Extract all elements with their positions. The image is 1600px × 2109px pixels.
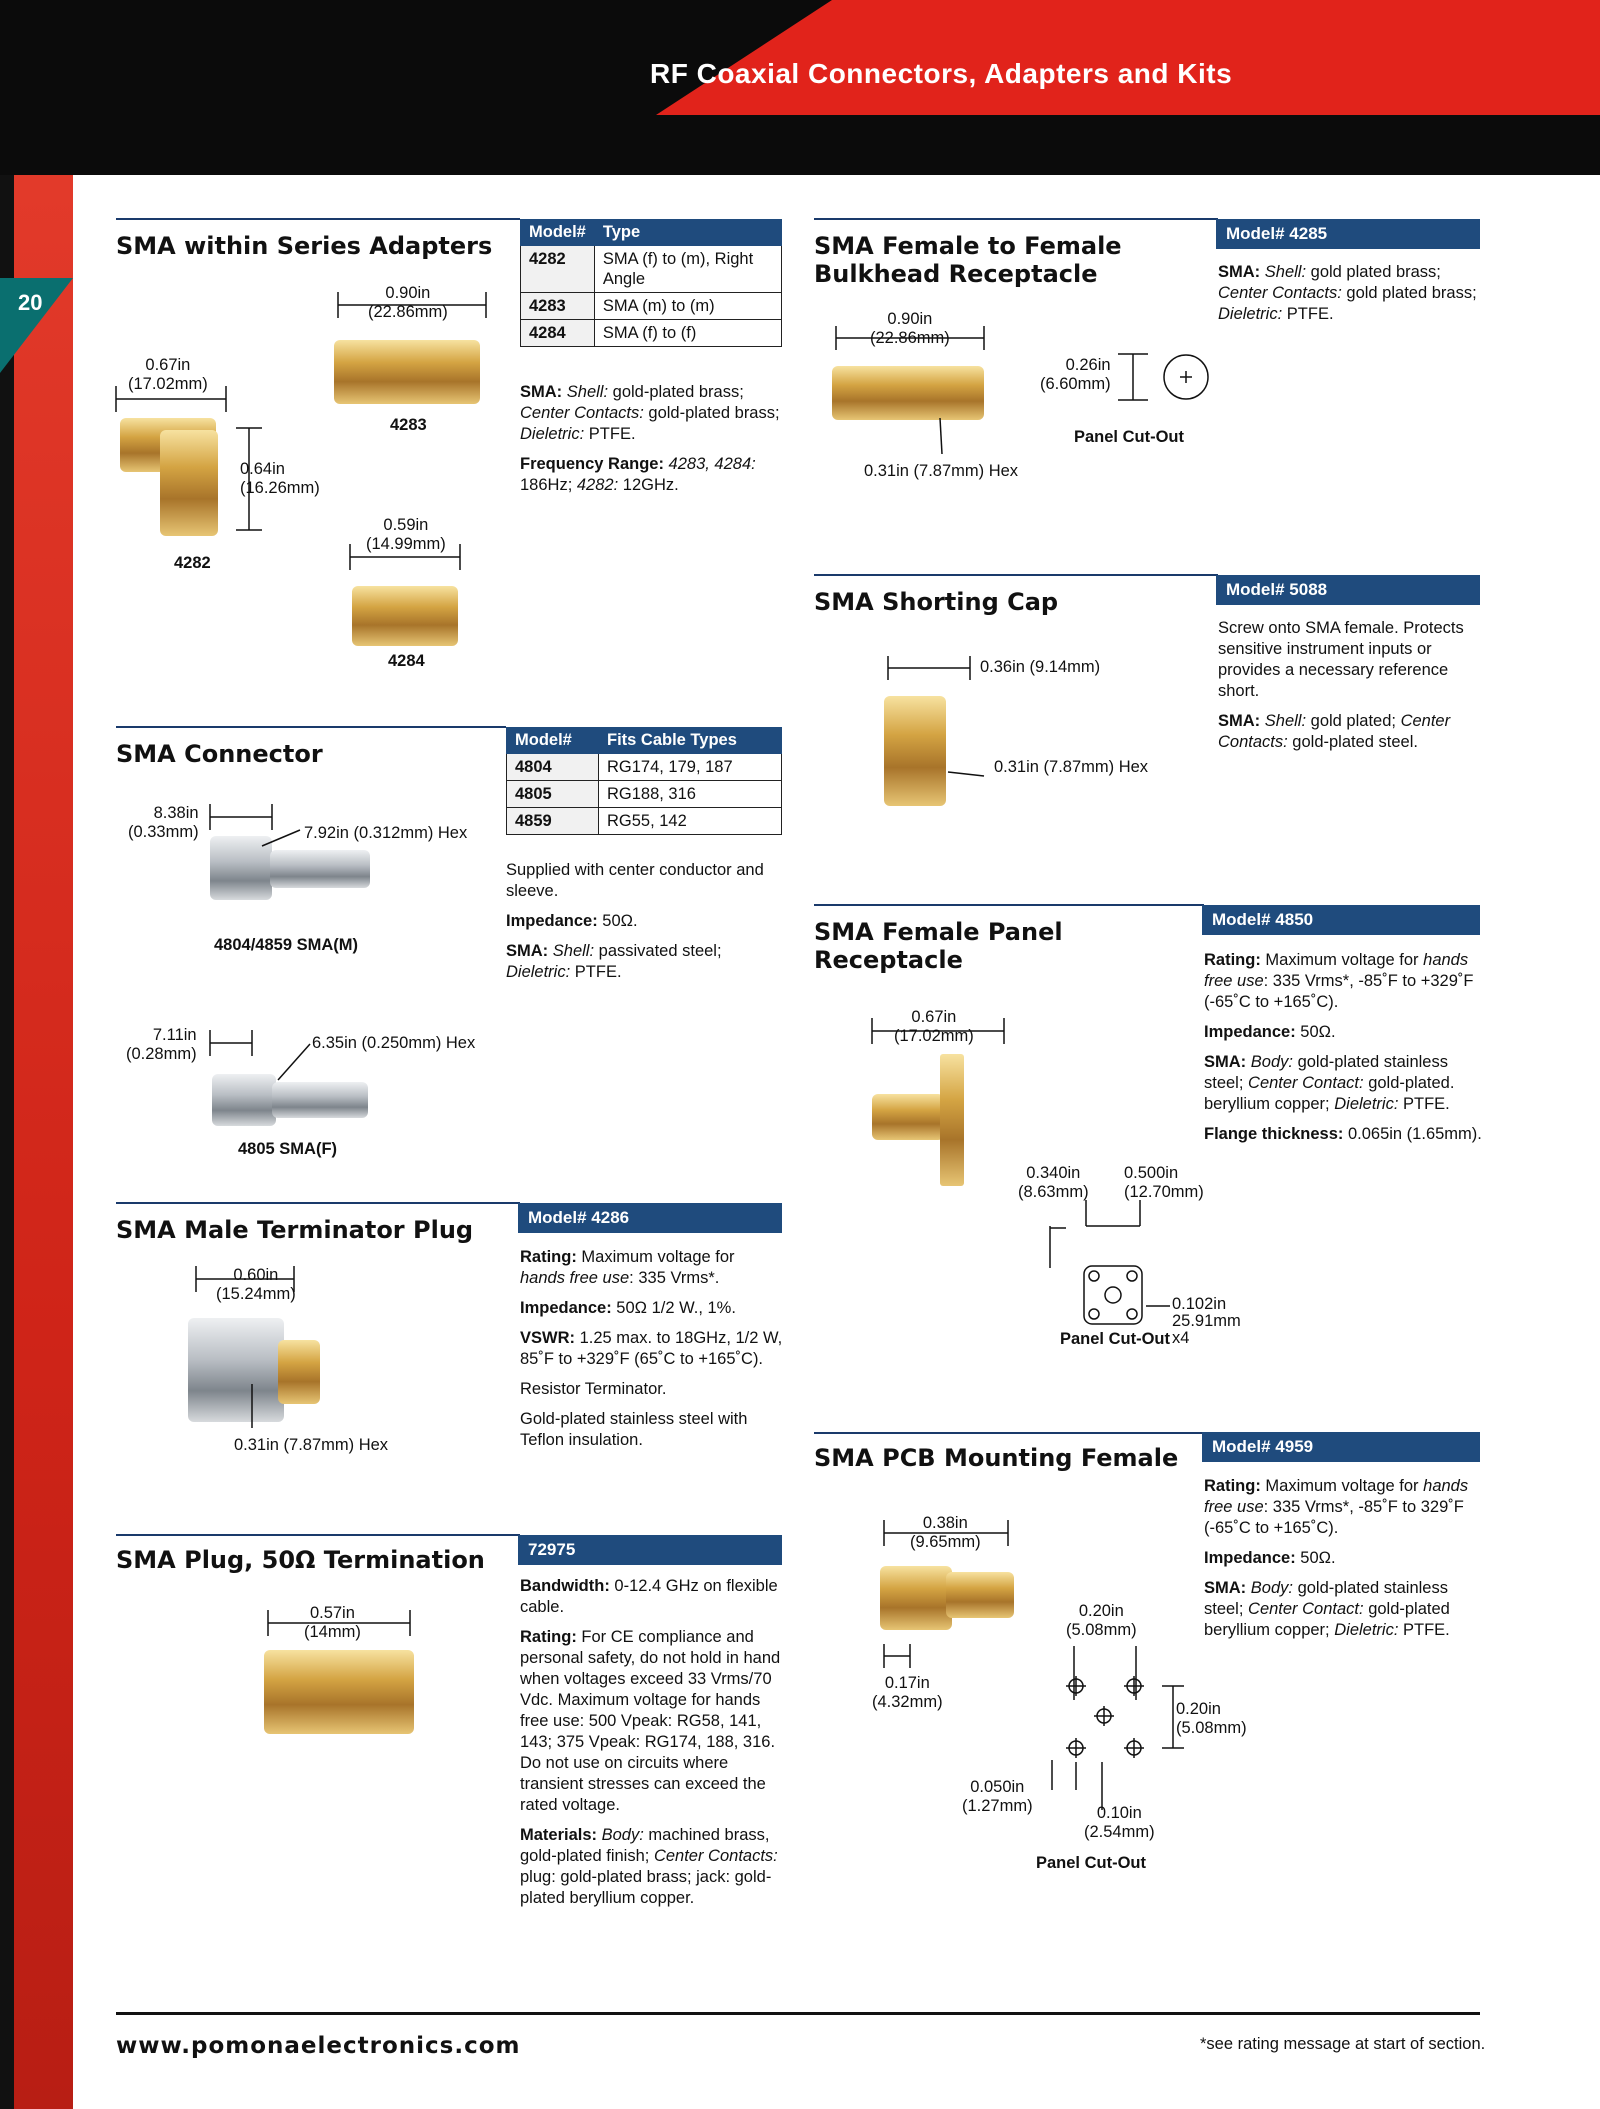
dimension-label: 7.92in (0.312mm) Hex (304, 824, 468, 842)
model-number-bar: Model# 4850 (1202, 905, 1480, 935)
table-cell: SMA (f) to (m), Right Angle (594, 246, 781, 293)
shorting-cap-specs: Screw onto SMA female. Protects sensitive instrument inputs or provides a necessary reference short. SMA: Shell: gold plated; Center Contacts: gold-plated steel. (1218, 619, 1464, 751)
dimension-label: 8.38in (0.33mm) (128, 804, 199, 841)
footer-url[interactable]: www.pomonaelectronics.com (116, 2033, 521, 2059)
table-cell: 4859 (507, 808, 599, 835)
table-header: Fits Cable Types (598, 728, 781, 754)
section-title-series-adapters: SMA within Series Adapters (116, 232, 493, 260)
dimension-label: 0.38in (9.65mm) (910, 1514, 981, 1551)
dimension-label: 0.10in (2.54mm) (1084, 1804, 1155, 1841)
dimension-label: 0.31in (7.87mm) Hex (994, 758, 1149, 776)
section-title-shorting-cap: SMA Shorting Cap (814, 588, 1059, 616)
table-header: Model# (507, 728, 599, 754)
table-cell: 4284 (521, 320, 595, 347)
dimension-label: 0.36in (9.14mm) (980, 658, 1101, 676)
footer-rule (116, 2012, 1480, 2015)
female-panel-specs: Rating: Maximum voltage for hands free use: 335 Vrms*, -85˚F to +329˚F (-65˚C to +165˚C). Impedance: 50Ω. SMA: Body: gold-plated stainless steel; Center Contact: gold-plated. beryllium copper; Dieletric: PTFE. Flange thickness: 0.065in (1.65mm). (1204, 951, 1482, 1143)
dimension-label: 0.20in (5.08mm) (1176, 1700, 1247, 1737)
panel-cutout-label: Panel Cut-Out (1074, 428, 1184, 446)
model-label: 4284 (388, 652, 425, 670)
pcb-female-specs: Rating: Maximum voltage for hands free use: 335 Vrms*, -85˚F to 329˚F (-65˚C to +165˚C). Impedance: 50Ω. SMA: Body: gold-plated stainless steel; Center Contact: gold-plated beryllium copper; Dieletric: PTFE. (1204, 1477, 1469, 1639)
dimension-label: 0.67in (17.02mm) (894, 1008, 974, 1045)
dimension-label: 7.11in (0.28mm) (126, 1026, 197, 1063)
page-number: 20 (18, 290, 43, 315)
table-cell: 4282 (521, 246, 595, 293)
dimension-label: 0.90in (22.86mm) (368, 284, 448, 321)
dimension-label: 0.31in (7.87mm) Hex (864, 462, 1019, 480)
dimension-label: 0.500in (12.70mm) (1124, 1164, 1204, 1201)
model-number-bar: Model# 4286 (518, 1203, 782, 1233)
model-label: 4283 (390, 416, 427, 434)
table-header: Model# (521, 220, 595, 246)
table-cell: 4805 (507, 781, 599, 808)
model-label: 4805 SMA(F) (238, 1140, 338, 1158)
dimension-label: 0.102in 25.91mm x4 (1172, 1295, 1241, 1347)
table-cell: RG188, 316 (598, 781, 781, 808)
section-title-male-terminator: SMA Male Terminator Plug (116, 1216, 474, 1244)
section-title-female-panel: SMA Female Panel Receptacle (814, 918, 1063, 974)
section-title-pcb-female: SMA PCB Mounting Female (814, 1444, 1179, 1472)
section-title-connector: SMA Connector (116, 740, 323, 768)
dimension-label: 0.050in (1.27mm) (962, 1778, 1033, 1815)
table-cell: RG55, 142 (598, 808, 781, 835)
panel-cutout-label: Panel Cut-Out (1060, 1330, 1170, 1348)
male-terminator-specs: Rating: Maximum voltage for hands free use: 335 Vrms*. Impedance: 50Ω 1/2 W., 1%. VSWR: 1.25 max. to 18GHz, 1/2 W, 85˚F to +329˚F (65˚C to +165˚C). Resistor Terminator. Gold-plated stainless steel with Teflon insulation. (520, 1248, 783, 1449)
table-cell: RG174, 179, 187 (598, 754, 781, 781)
model-number-bar: Model# 4959 (1202, 1432, 1480, 1462)
dimension-label: 0.60in (15.24mm) (216, 1266, 296, 1303)
table-cell: 4804 (507, 754, 599, 781)
dimension-label: 0.31in (7.87mm) Hex (234, 1436, 389, 1454)
dimension-label: 0.67in (17.02mm) (128, 356, 208, 393)
table-cell: 4283 (521, 293, 595, 320)
section-title-female-bulkhead: SMA Female to Female Bulkhead Receptacle (814, 232, 1122, 288)
section-title-plug-termination: SMA Plug, 50Ω Termination (116, 1546, 485, 1574)
model-label: 4804/4859 SMA(M) (214, 936, 358, 954)
model-label: 4282 (174, 554, 211, 572)
footer-note: *see rating message at start of section. (1200, 2035, 1486, 2053)
dimension-label: 0.64in (16.26mm) (240, 460, 320, 497)
series-adapters-specs: SMA: Shell: gold-plated brass; Center Contacts: gold-plated brass; Dieletric: PTFE. Frequency Range: 4283, 4284: 186Hz; 4282: 12GHz. (520, 383, 780, 494)
dimension-label: 0.90in (22.86mm) (870, 310, 950, 347)
page-title: RF Coaxial Connectors, Adapters and Kits (650, 58, 1233, 89)
model-number-bar: Model# 5088 (1216, 575, 1480, 605)
panel-cutout-label: Panel Cut-Out (1036, 1854, 1146, 1872)
model-number-bar: Model# 4285 (1216, 219, 1480, 249)
table-cell: SMA (f) to (f) (594, 320, 781, 347)
plug-termination-specs: Bandwidth: 0-12.4 GHz on flexible cable. Rating: For CE compliance and personal safety, do not hold in hand when voltages exceed 33 Vrms/70 Vdc. Maximum voltage for hands free use: 500 Vpeak: RG58, 141, 143; 375 Vpeak: RG174, 188, 316. Do not use on circuits where transient stresses can exceed the rated voltage. Materials: Body: machined brass, gold-plated finish; Center Contacts: plug: gold-plated brass; jack: gold-plated beryllium copper. (520, 1577, 781, 1907)
dimension-label: 0.17in (4.32mm) (872, 1674, 943, 1711)
connector-specs: Supplied with center conductor and sleeve. Impedance: 50Ω. SMA: Shell: passivated steel; Dieletric: PTFE. (506, 861, 764, 981)
dimension-label: 0.20in (5.08mm) (1066, 1602, 1137, 1639)
dimension-label: 0.340in (8.63mm) (1018, 1164, 1089, 1201)
dimension-label: 0.57in (14mm) (304, 1604, 361, 1641)
dimension-label: 0.59in (14.99mm) (366, 516, 446, 553)
dimension-label: 6.35in (0.250mm) Hex (312, 1034, 476, 1052)
model-number-bar: 72975 (518, 1535, 782, 1565)
table-header: Type (594, 220, 781, 246)
dimension-label: 0.26in (6.60mm) (1040, 356, 1111, 393)
table-cell: SMA (m) to (m) (594, 293, 781, 320)
female-bulkhead-specs: SMA: Shell: gold plated brass; Center Contacts: gold plated brass; Dieletric: PTFE. (1218, 263, 1477, 323)
